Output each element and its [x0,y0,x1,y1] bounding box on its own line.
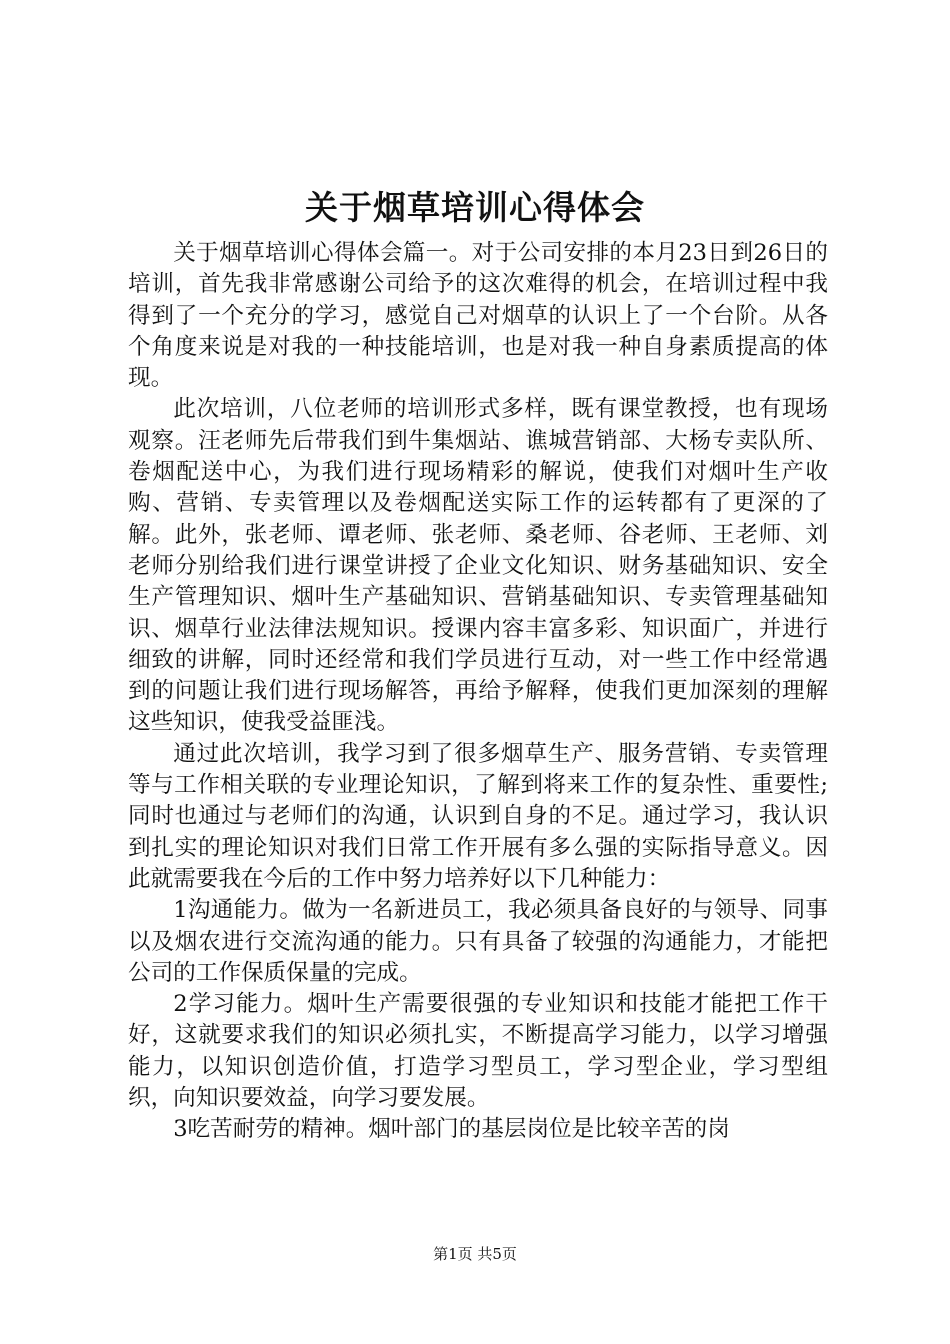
paragraph-learning-outcome: 通过此次培训，我学习到了很多烟草生产、服务营销、专卖管理等与工作相关联的专业理论知识，了解到将来工作的复杂性、重要性;同时也通过与老师们的沟通，认识到自身的不足。通过学习，我认识到扎实的理论知识对我们日常工作开展有多么强的实际指导意义。因此就需要我在今后的工作中努力培养好以下几种能力： [128,740,828,892]
page-number-footer: 第1页 共5页 [433,1245,517,1263]
paragraph-learning-ability: 2学习能力。烟叶生产需要很强的专业知识和技能才能把工作干好，这就要求我们的知识必须扎实，不断提高学习能力，以学习增强能力，以知识创造价值，打造学习型员工，学习型企业，学习型组织，向知识要效益，向学习要发展。 [128,991,828,1112]
paragraph-hardworking-spirit: 3吃苦耐劳的精神。烟叶部门的基层岗位是比较辛苦的岗 [173,1116,730,1143]
paragraph-training-content: 此次培训，八位老师的培训形式多样，既有课堂教授，也有现场观察。汪老师先后带我们到牛集烟站、谯城营销部、大杨专卖队所、卷烟配送中心，为我们进行现场精彩的解说，使我们对烟叶生产收购、营销、专卖管理以及卷烟配送实际工作的运转都有了更深的了解。此外，张老师、谭老师、张老师、桑老师、谷老师、王老师、刘老师分别给我们进行课堂讲授了企业文化知识、财务基础知识、安全生产管理知识、烟叶生产基础知识、营销基础知识、专卖管理基础知识、烟草行业法律法规知识。授课内容丰富多彩、知识面广，并进行细致的讲解，同时还经常和我们学员进行互动，对一些工作中经常遇到的问题让我们进行现场解答，再给予解释，使我们更加深刻的理解这些知识，使我受益匪浅。 [128,396,828,736]
document-title: 关于烟草培训心得体会 [305,188,645,227]
paragraph-intro: 关于烟草培训心得体会篇一。对于公司安排的本月23日到26日的培训，首先我非常感谢公司给予的这次难得的机会，在培训过程中我得到了一个充分的学习，感觉自己对烟草的认识上了一个台阶。从各个角度来说是对我的一种技能培训，也是对我一种自身素质提高的体现。 [128,240,828,392]
paragraph-communication-ability: 1沟通能力。做为一名新进员工，我必须具备良好的与领导、同事以及烟农进行交流沟通的能力。只有具备了较强的沟通能力，才能把公司的工作保质保量的完成。 [128,897,828,986]
document-body [128,238,828,1146]
